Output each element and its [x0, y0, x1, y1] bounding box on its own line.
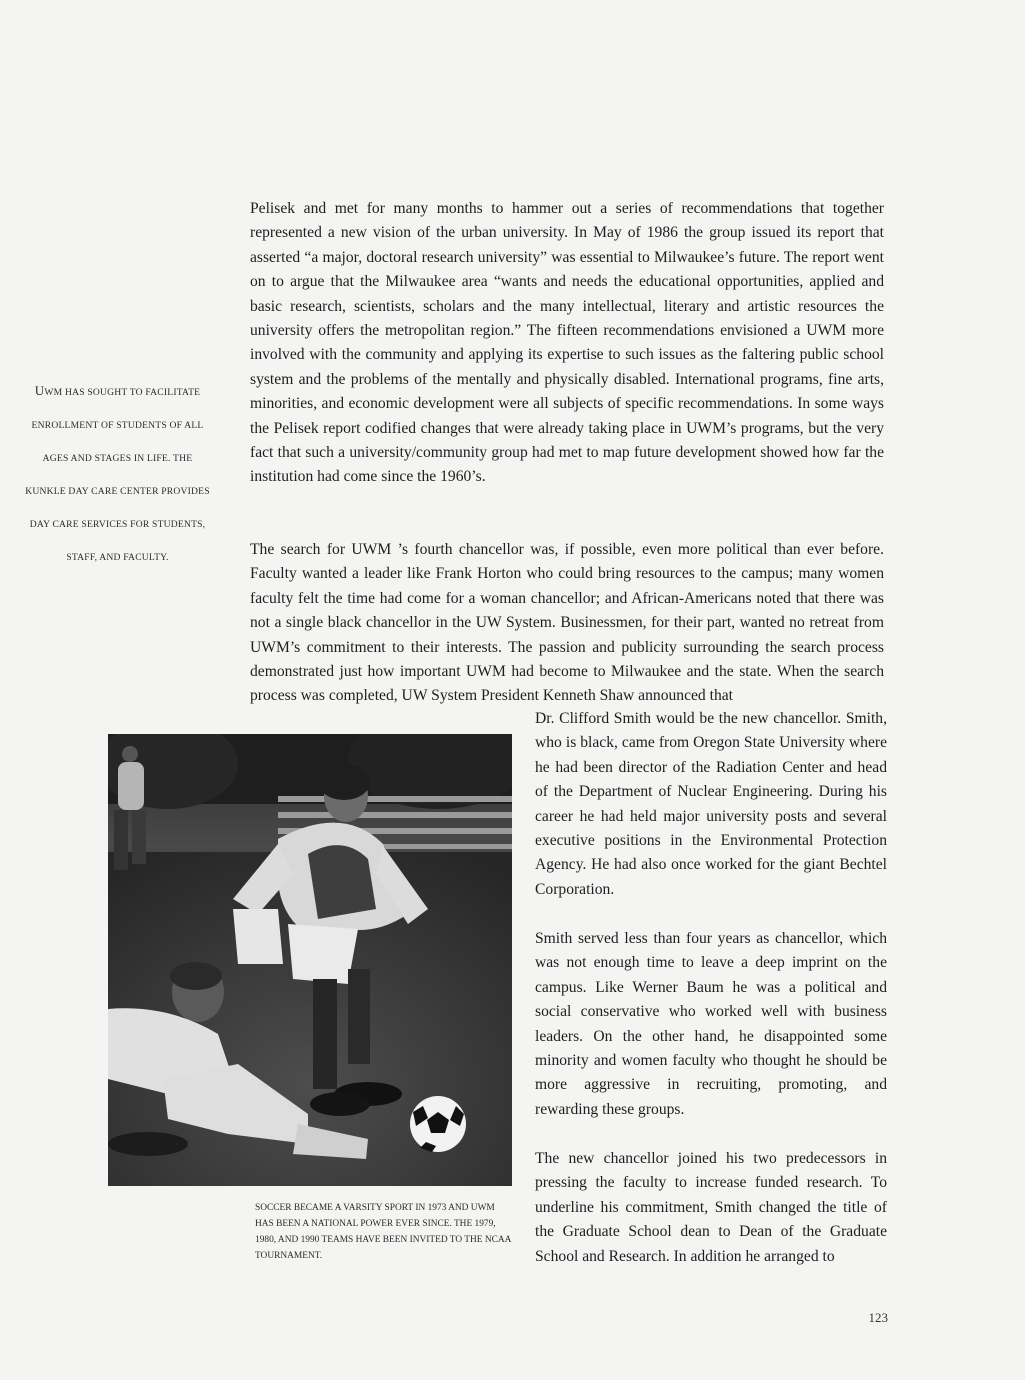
paragraph-pelisek-report: Pelisek and met for many months to hammer out a series of recommendations that together represented a new vision of the urban university. In May of 1986 the group issued its report that asserted “a major, doctoral research university” was essential to Milwaukee’s future. The report went on to argue that the Milwaukee area “wants and needs the educational opportunities, applied and basic research, scientists, scholars and the many intellectual, literary and artistic resources the university offers the metropolitan region.” The fifteen recommendations envisioned a UWM more involved with the community and applying its expertise to such issues as the faltering public school system and the problems of the mentally and physically disabled. International programs, fine arts, minorities, and economic development were all subjects of specific recommendations. In some ways the Pelisek report codified changes that were already taking place in UWM’s programs, but the very fact that such a university/community group had met to map future development showed how far the institution had come since the 1960’s. — [250, 200, 884, 486]
sidebar-note-day-care: UWM HAS SOUGHT TO FACILITATE ENROLLMENT OF STUDENTS OF ALL AGES AND STAGES IN LIFE. THE KUNKLE DAY CARE CENTER PROVIDES DAY CARE SERVICES FOR STUDENTS, STAFF, AND FACULTY. — [25, 383, 210, 563]
soccer-photo-illustration — [108, 734, 512, 1186]
photo-caption: SOCCER BECAME A VARSITY SPORT IN 1973 AND UWM HAS BEEN A NATIONAL POWER EVER SINCE. THE 1979, 1980, AND 1990 TEAMS HAVE BEEN INVITED TO THE NCAA TOURNAMENT. — [255, 1203, 511, 1261]
soccer-photo — [108, 734, 512, 1186]
paragraph-clifford-smith: Dr. Clifford Smith would be the new chancellor. Smith, who is black, came from Oregon State University where he had been director of the Radiation Center and head of the Department of Nuclear Engineering. During his career he had held major university posts and several executive positions in the Environmental Protection Agency. He had also once worked for the giant Bechtel Corporation. — [535, 710, 887, 898]
paragraph-smith-tenure: Smith served less than four years as chancellor, which was not enough time to leave a deep imprint on the campus. Like Werner Baum he was a political and social conservative who worked well with business leaders. On the other hand, he disappointed some minority and women faculty who thought he should be more aggressive in recruiting, promoting, and rewarding these groups. — [535, 930, 887, 1118]
paragraph-chancellor-search: The search for UWM ’s fourth chancellor was, if possible, even more political than ever before. Faculty wanted a leader like Frank Horton who could bring resources to the campus; many women faculty felt the time had come for a woman chancellor; and African-Americans noted that there was not a single black chancellor in the UW System. Businessmen, for their part, wanted no retreat from UWM’s commitment to their interests. The passion and publicity surrounding the search process demonstrated just how important UWM had become to Milwaukee and the state. When the search process was completed, UW System President Kenneth Shaw announced that — [250, 541, 884, 705]
page-number: 123 — [868, 1310, 888, 1325]
paragraph-funded-research: The new chancellor joined his two predecessors in pressing the faculty to increase funded research. To underline his commitment, Smith changed the title of the Graduate School dean to Dean of the Graduate School and Research. In addition he arranged to — [535, 1150, 887, 1265]
